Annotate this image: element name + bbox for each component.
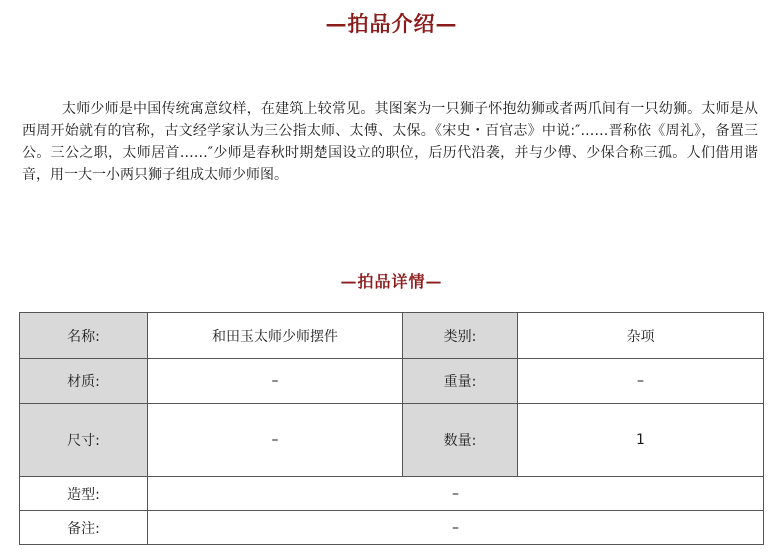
- category-value: 杂项: [518, 313, 764, 359]
- table-row: [20, 477, 764, 511]
- details-table: [19, 312, 764, 545]
- size-label: 尺寸:: [20, 404, 148, 477]
- size-value: –: [148, 404, 403, 477]
- category-label: 类别:: [403, 313, 518, 359]
- weight-value: –: [518, 359, 764, 404]
- quantity-label: 数量:: [403, 404, 518, 477]
- table-row: [20, 511, 764, 545]
- details-section-title: —拍品详情—: [340, 272, 443, 291]
- name-value: 和田玉太师少师摆件: [148, 313, 403, 359]
- intro-section-title: —拍品介绍—: [325, 11, 458, 36]
- name-label: 名称:: [20, 313, 148, 359]
- intro-paragraph: 太师少师是中国传统寓意纹样，在建筑上较常见。其图案为一只狮子怀抱幼狮或者两爪间有一只幼狮。太师是从西周开始就有的官称，古文经学家认为三公指太师、太傅、太保。《宋史・百官志》中说:″……晋称依《周礼》，备置三公。三公之职，太师居首……″少师是春秋时期楚国设立的职位，后历代沿袭，并与少傅、少保合称三孤。人们借用谐音，用一大一小两只狮子组成太师少师图。: [22, 101, 758, 183]
- quantity-value: 1: [518, 404, 764, 477]
- table-row: [20, 404, 764, 477]
- weight-label: 重量:: [403, 359, 518, 404]
- material-label: 材质:: [20, 359, 148, 404]
- table-row: [20, 313, 764, 359]
- note-value: –: [148, 511, 764, 545]
- material-value: –: [148, 359, 403, 404]
- table-row: [20, 359, 764, 404]
- note-label: 备注:: [20, 511, 148, 545]
- shape-value: –: [148, 477, 764, 511]
- shape-label: 造型:: [20, 477, 148, 511]
